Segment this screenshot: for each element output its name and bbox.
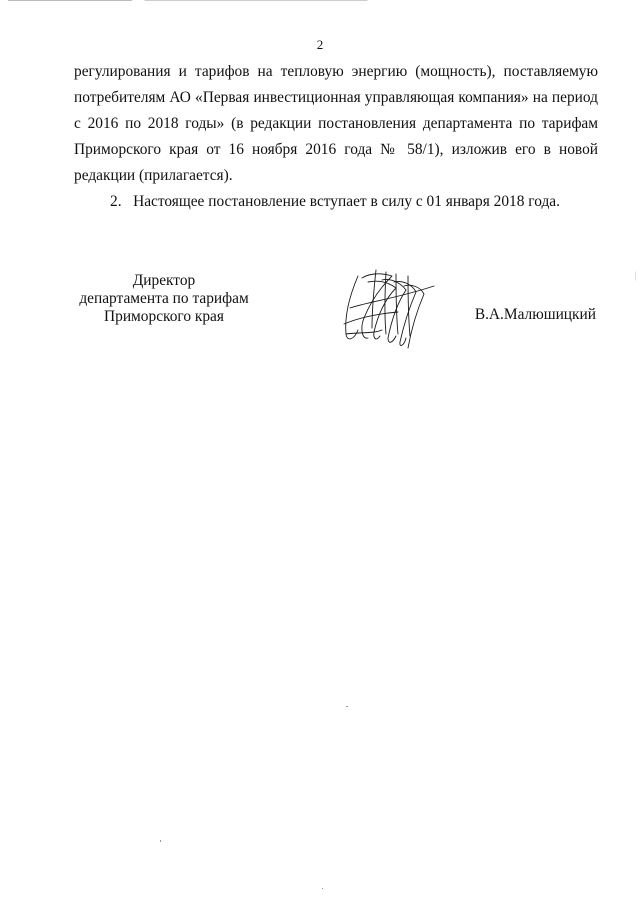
scan-edge-artifact xyxy=(635,0,636,905)
scan-edge-artifact xyxy=(8,0,628,1)
paragraph-line: редакции (прилагается). xyxy=(74,167,233,184)
signatory-title xyxy=(74,272,254,326)
paragraph-line: с 2016 по 2018 годы» (в редакции постановления департамента по тарифам xyxy=(74,115,598,132)
page-number: 2 xyxy=(316,37,324,52)
paragraph-line: потребителям АО «Первая инвестиционная управляющая компания» на период xyxy=(74,89,598,106)
scan-speck xyxy=(322,888,323,889)
signatory-title-line: Директор xyxy=(132,272,196,289)
scan-speck xyxy=(346,706,348,707)
body-text xyxy=(74,59,598,215)
scan-speck xyxy=(160,840,161,842)
signatory-title-line: департамента по тарифам xyxy=(79,290,249,307)
paragraph-2: 2. Настоящее постановление вступает в силу с 01 января 2018 года. xyxy=(110,193,560,210)
signatory-title-line: Приморского края xyxy=(104,308,224,325)
signer-name: В.А.Малюшицкий xyxy=(474,306,596,323)
handwritten-signature xyxy=(338,268,442,350)
paragraph-line: Приморского края от 16 ноября 2016 года № 58/1), изложив его в новой xyxy=(74,141,598,158)
paragraph-line: регулирования и тарифов на тепловую энергию (мощность), поставляемую xyxy=(74,63,598,80)
